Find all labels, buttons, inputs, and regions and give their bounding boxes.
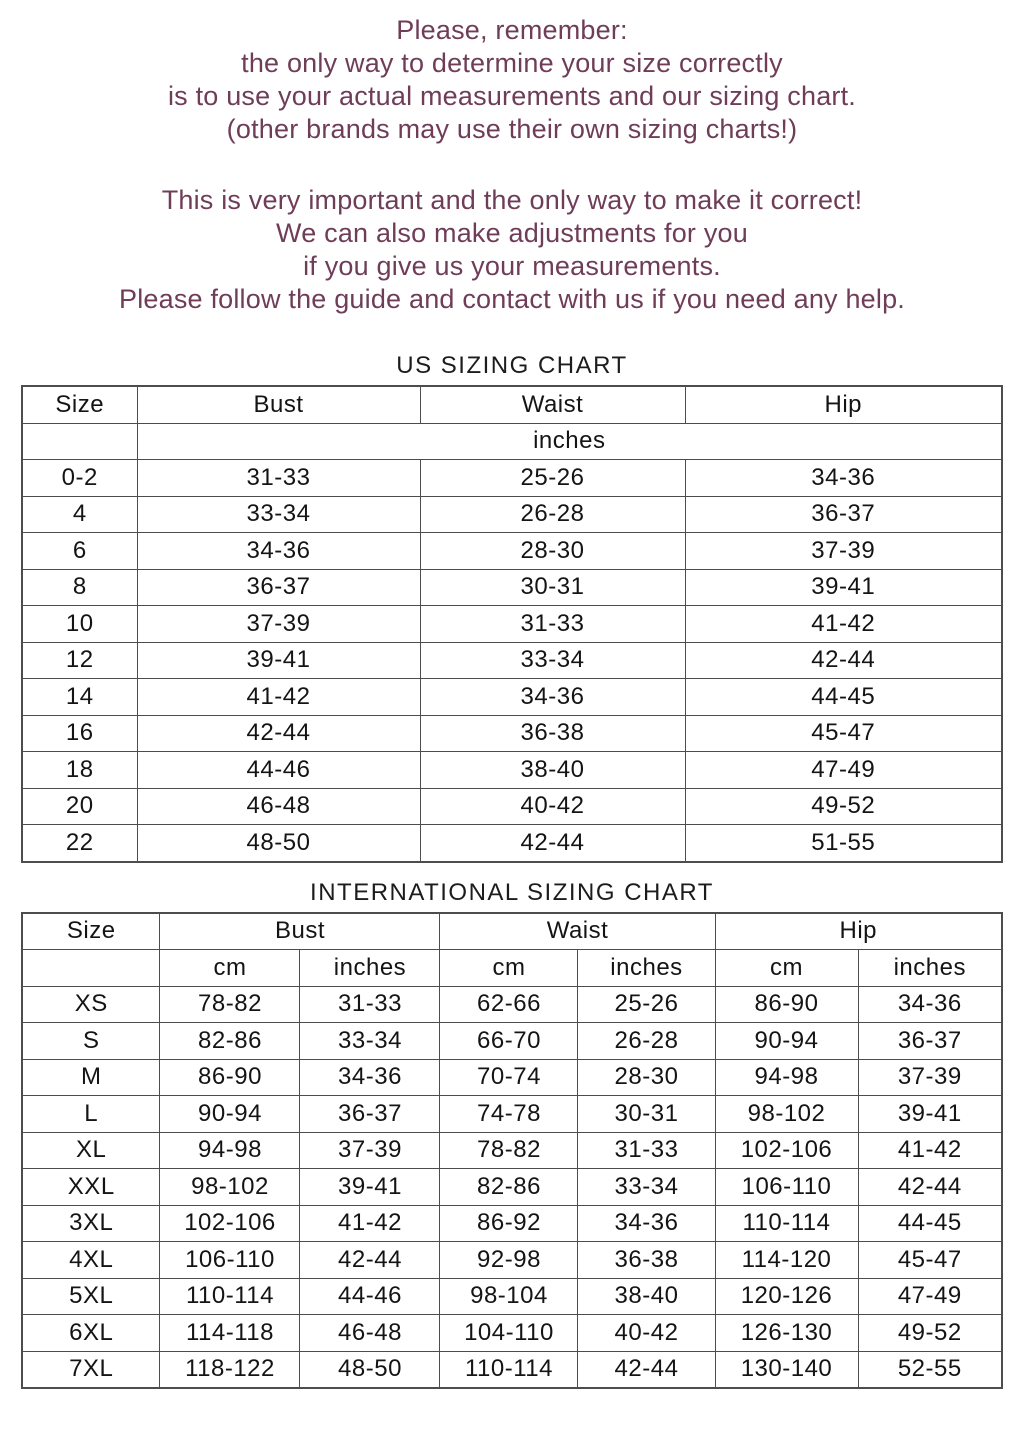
measurement-cell: 62-66 bbox=[440, 986, 578, 1023]
us-table-body bbox=[22, 460, 1002, 862]
measurement-cell: 74-78 bbox=[440, 1096, 578, 1133]
table-row bbox=[22, 1351, 1002, 1388]
size-cell: 6 bbox=[22, 533, 137, 570]
intl-column-header-bust: Bust bbox=[160, 913, 440, 950]
measurement-cell: 114-118 bbox=[160, 1315, 300, 1352]
measurement-cell: 37-39 bbox=[137, 606, 420, 643]
size-cell: XXL bbox=[22, 1169, 160, 1206]
measurement-cell: 106-110 bbox=[160, 1242, 300, 1279]
size-cell: 16 bbox=[22, 715, 137, 752]
measurement-cell: 92-98 bbox=[440, 1242, 578, 1279]
measurement-cell: 33-34 bbox=[300, 1023, 440, 1060]
measurement-cell: 34-36 bbox=[858, 986, 1002, 1023]
size-cell: 8 bbox=[22, 569, 137, 606]
measurement-cell: 39-41 bbox=[300, 1169, 440, 1206]
measurement-cell: 130-140 bbox=[715, 1351, 858, 1388]
measurement-cell: 118-122 bbox=[160, 1351, 300, 1388]
us-unit-empty-cell bbox=[22, 423, 137, 460]
measurement-cell: 31-33 bbox=[137, 460, 420, 497]
measurement-cell: 120-126 bbox=[715, 1278, 858, 1315]
table-row bbox=[22, 606, 1002, 643]
measurement-cell: 44-45 bbox=[858, 1205, 1002, 1242]
size-cell: 18 bbox=[22, 752, 137, 789]
table-row bbox=[22, 986, 1002, 1023]
measurement-cell: 82-86 bbox=[440, 1169, 578, 1206]
measurement-cell: 48-50 bbox=[137, 825, 420, 862]
measurement-cell: 40-42 bbox=[420, 788, 685, 825]
intl-unit-bust-inches: inches bbox=[300, 950, 440, 987]
measurement-cell: 31-33 bbox=[420, 606, 685, 643]
measurement-cell: 47-49 bbox=[858, 1278, 1002, 1315]
measurement-cell: 102-106 bbox=[160, 1205, 300, 1242]
intl-header-row bbox=[22, 913, 1002, 950]
size-cell: XL bbox=[22, 1132, 160, 1169]
measurement-cell: 94-98 bbox=[715, 1059, 858, 1096]
size-cell: L bbox=[22, 1096, 160, 1133]
measurement-cell: 34-36 bbox=[420, 679, 685, 716]
international-sizing-table bbox=[21, 912, 1003, 1390]
size-cell: 5XL bbox=[22, 1278, 160, 1315]
measurement-cell: 44-46 bbox=[300, 1278, 440, 1315]
intl-unit-empty-cell bbox=[22, 950, 160, 987]
measurement-cell: 46-48 bbox=[137, 788, 420, 825]
measurement-cell: 38-40 bbox=[578, 1278, 715, 1315]
measurement-cell: 39-41 bbox=[685, 569, 1002, 606]
measurement-cell: 94-98 bbox=[160, 1132, 300, 1169]
measurement-cell: 38-40 bbox=[420, 752, 685, 789]
measurement-cell: 86-90 bbox=[160, 1059, 300, 1096]
size-cell: 4 bbox=[22, 496, 137, 533]
intro-text bbox=[0, 0, 1024, 316]
measurement-cell: 31-33 bbox=[578, 1132, 715, 1169]
table-row bbox=[22, 715, 1002, 752]
measurement-cell: 33-34 bbox=[578, 1169, 715, 1206]
measurement-cell: 90-94 bbox=[715, 1023, 858, 1060]
measurement-cell: 40-42 bbox=[578, 1315, 715, 1352]
table-row bbox=[22, 788, 1002, 825]
intro-line: is to use your actual measurements and our sizing chart. bbox=[167, 81, 857, 111]
measurement-cell: 41-42 bbox=[300, 1205, 440, 1242]
table-row bbox=[22, 1023, 1002, 1060]
measurement-cell: 110-114 bbox=[715, 1205, 858, 1242]
table-row bbox=[22, 825, 1002, 862]
measurement-cell: 34-36 bbox=[578, 1205, 715, 1242]
intro-line: Please, remember: bbox=[396, 15, 628, 45]
measurement-cell: 52-55 bbox=[858, 1351, 1002, 1388]
size-cell: 7XL bbox=[22, 1351, 160, 1388]
us-column-header-bust: Bust bbox=[137, 386, 420, 423]
measurement-cell: 25-26 bbox=[578, 986, 715, 1023]
measurement-cell: 28-30 bbox=[578, 1059, 715, 1096]
measurement-cell: 39-41 bbox=[858, 1096, 1002, 1133]
table-row bbox=[22, 1169, 1002, 1206]
measurement-cell: 110-114 bbox=[440, 1351, 578, 1388]
size-cell: 10 bbox=[22, 606, 137, 643]
size-cell: 6XL bbox=[22, 1315, 160, 1352]
size-cell: M bbox=[22, 1059, 160, 1096]
measurement-cell: 34-36 bbox=[300, 1059, 440, 1096]
measurement-cell: 41-42 bbox=[685, 606, 1002, 643]
measurement-cell: 37-39 bbox=[685, 533, 1002, 570]
measurement-cell: 30-31 bbox=[578, 1096, 715, 1133]
measurement-cell: 36-37 bbox=[685, 496, 1002, 533]
intl-unit-hip-cm: cm bbox=[715, 950, 858, 987]
size-cell: 20 bbox=[22, 788, 137, 825]
international-chart-title: INTERNATIONAL SIZING CHART bbox=[310, 878, 714, 906]
measurement-cell: 31-33 bbox=[300, 986, 440, 1023]
measurement-cell: 37-39 bbox=[858, 1059, 1002, 1096]
intl-unit-bust-cm: cm bbox=[160, 950, 300, 987]
us-chart-title: US SIZING CHART bbox=[396, 352, 628, 379]
measurement-cell: 66-70 bbox=[440, 1023, 578, 1060]
measurement-cell: 110-114 bbox=[160, 1278, 300, 1315]
measurement-cell: 98-102 bbox=[715, 1096, 858, 1133]
measurement-cell: 42-44 bbox=[137, 715, 420, 752]
table-row bbox=[22, 752, 1002, 789]
table-row bbox=[22, 679, 1002, 716]
size-cell: 3XL bbox=[22, 1205, 160, 1242]
measurement-cell: 42-44 bbox=[420, 825, 685, 862]
measurement-cell: 106-110 bbox=[715, 1169, 858, 1206]
intro-line: Please follow the guide and contact with us if you need any help. bbox=[118, 284, 905, 314]
measurement-cell: 42-44 bbox=[300, 1242, 440, 1279]
intro-line: the only way to determine your size correctly bbox=[241, 48, 783, 78]
measurement-cell: 42-44 bbox=[858, 1169, 1002, 1206]
measurement-cell: 102-106 bbox=[715, 1132, 858, 1169]
measurement-cell: 30-31 bbox=[420, 569, 685, 606]
size-cell: 4XL bbox=[22, 1242, 160, 1279]
intl-unit-waist-cm: cm bbox=[440, 950, 578, 987]
intl-unit-row bbox=[22, 950, 1002, 987]
measurement-cell: 34-36 bbox=[137, 533, 420, 570]
us-column-header-size: Size bbox=[22, 386, 137, 423]
intro-line: (other brands may use their own sizing charts!) bbox=[226, 114, 798, 144]
measurement-cell: 86-90 bbox=[715, 986, 858, 1023]
intl-column-header-waist: Waist bbox=[440, 913, 715, 950]
table-row bbox=[22, 1096, 1002, 1133]
measurement-cell: 39-41 bbox=[137, 642, 420, 679]
measurement-cell: 41-42 bbox=[858, 1132, 1002, 1169]
size-cell: 12 bbox=[22, 642, 137, 679]
measurement-cell: 82-86 bbox=[160, 1023, 300, 1060]
us-header-row bbox=[22, 386, 1002, 423]
measurement-cell: 78-82 bbox=[440, 1132, 578, 1169]
measurement-cell: 42-44 bbox=[685, 642, 1002, 679]
size-cell: 22 bbox=[22, 825, 137, 862]
measurement-cell: 34-36 bbox=[685, 460, 1002, 497]
intl-column-header-hip: Hip bbox=[715, 913, 1002, 950]
intl-unit-hip-inches: inches bbox=[858, 950, 1002, 987]
table-row bbox=[22, 1132, 1002, 1169]
intro-line: This is very important and the only way to make it correct! bbox=[161, 185, 863, 215]
measurement-cell: 42-44 bbox=[578, 1351, 715, 1388]
table-row bbox=[22, 1059, 1002, 1096]
size-cell: 0-2 bbox=[22, 460, 137, 497]
measurement-cell: 98-102 bbox=[160, 1169, 300, 1206]
size-cell: XS bbox=[22, 986, 160, 1023]
measurement-cell: 104-110 bbox=[440, 1315, 578, 1352]
measurement-cell: 36-38 bbox=[420, 715, 685, 752]
intro-line: We can also make adjustments for you bbox=[276, 218, 748, 248]
measurement-cell: 49-52 bbox=[858, 1315, 1002, 1352]
table-row bbox=[22, 569, 1002, 606]
measurement-cell: 26-28 bbox=[578, 1023, 715, 1060]
size-cell: 14 bbox=[22, 679, 137, 716]
intro-line: if you give us your measurements. bbox=[303, 251, 721, 281]
measurement-cell: 33-34 bbox=[420, 642, 685, 679]
measurement-cell: 28-30 bbox=[420, 533, 685, 570]
table-row bbox=[22, 642, 1002, 679]
intl-table-body bbox=[22, 986, 1002, 1388]
table-row bbox=[22, 496, 1002, 533]
measurement-cell: 26-28 bbox=[420, 496, 685, 533]
table-row bbox=[22, 460, 1002, 497]
table-row bbox=[22, 1205, 1002, 1242]
intro-paragraph-reminder bbox=[0, 14, 1024, 146]
table-row bbox=[22, 533, 1002, 570]
measurement-cell: 48-50 bbox=[300, 1351, 440, 1388]
measurement-cell: 78-82 bbox=[160, 986, 300, 1023]
table-row bbox=[22, 1315, 1002, 1352]
size-cell: S bbox=[22, 1023, 160, 1060]
measurement-cell: 70-74 bbox=[440, 1059, 578, 1096]
measurement-cell: 45-47 bbox=[685, 715, 1002, 752]
intro-paragraph-important bbox=[0, 184, 1024, 316]
us-column-header-waist: Waist bbox=[420, 386, 685, 423]
us-column-header-hip: Hip bbox=[685, 386, 1002, 423]
measurement-cell: 36-37 bbox=[137, 569, 420, 606]
measurement-cell: 36-37 bbox=[300, 1096, 440, 1133]
measurement-cell: 47-49 bbox=[685, 752, 1002, 789]
measurement-cell: 44-45 bbox=[685, 679, 1002, 716]
measurement-cell: 25-26 bbox=[420, 460, 685, 497]
measurement-cell: 45-47 bbox=[858, 1242, 1002, 1279]
measurement-cell: 114-120 bbox=[715, 1242, 858, 1279]
measurement-cell: 51-55 bbox=[685, 825, 1002, 862]
intl-column-header-size: Size bbox=[22, 913, 160, 950]
measurement-cell: 44-46 bbox=[137, 752, 420, 789]
measurement-cell: 90-94 bbox=[160, 1096, 300, 1133]
us-unit-label: inches bbox=[137, 423, 1002, 460]
measurement-cell: 126-130 bbox=[715, 1315, 858, 1352]
measurement-cell: 98-104 bbox=[440, 1278, 578, 1315]
measurement-cell: 46-48 bbox=[300, 1315, 440, 1352]
measurement-cell: 41-42 bbox=[137, 679, 420, 716]
measurement-cell: 33-34 bbox=[137, 496, 420, 533]
us-sizing-table bbox=[21, 385, 1003, 863]
measurement-cell: 36-38 bbox=[578, 1242, 715, 1279]
table-row bbox=[22, 1278, 1002, 1315]
measurement-cell: 36-37 bbox=[858, 1023, 1002, 1060]
measurement-cell: 49-52 bbox=[685, 788, 1002, 825]
intl-unit-waist-inches: inches bbox=[578, 950, 715, 987]
measurement-cell: 37-39 bbox=[300, 1132, 440, 1169]
table-row bbox=[22, 1242, 1002, 1279]
us-unit-row bbox=[22, 423, 1002, 460]
measurement-cell: 86-92 bbox=[440, 1205, 578, 1242]
